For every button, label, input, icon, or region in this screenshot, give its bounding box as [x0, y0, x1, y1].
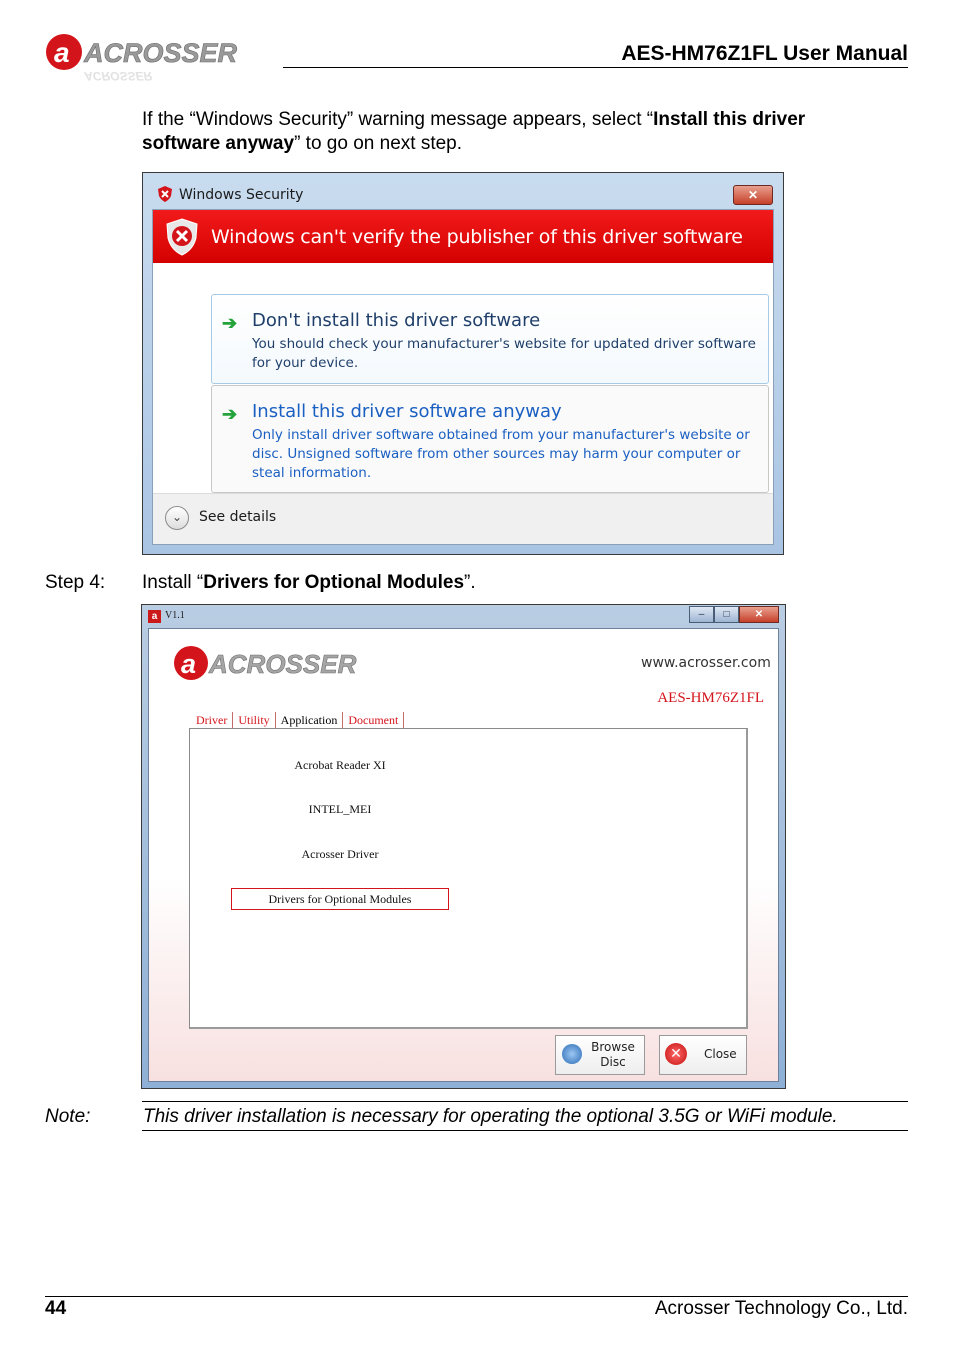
step-label: Step 4:: [45, 572, 106, 593]
driver-list-panel: [189, 728, 748, 1029]
brand-reflection: ACROSSER: [84, 69, 153, 83]
acrosser-logo: [44, 30, 276, 95]
disc-icon: [562, 1044, 582, 1064]
list-item-optional-modules[interactable]: Drivers for Optional Modules: [231, 888, 449, 910]
note-text: This driver installation is necessary for operating the optional 3.5G or WiFi module.: [143, 1106, 838, 1127]
shield-icon: [157, 186, 173, 202]
list-item-acrobat-reader[interactable]: Acrobat Reader XI: [294, 758, 386, 772]
tab-application[interactable]: Application: [276, 712, 344, 730]
tab-document[interactable]: Document: [343, 712, 404, 730]
option-title: Install this driver software anyway: [252, 401, 562, 422]
app-icon: a: [148, 610, 161, 623]
dialog-body: [152, 209, 774, 545]
maximize-icon[interactable]: □: [714, 606, 739, 623]
model-label: AES-HM76Z1FL: [657, 690, 764, 706]
browse-disc-button[interactable]: [555, 1035, 645, 1075]
close-button[interactable]: ✕: [733, 185, 773, 205]
step-text: Install “Drivers for Optional Modules”.: [142, 572, 476, 593]
installer-client: [148, 628, 779, 1082]
install-anyway-option[interactable]: [211, 385, 769, 493]
acrosser-logo: [171, 639, 391, 704]
brand-text: ACROSSER: [84, 38, 238, 68]
list-item-acrosser-driver[interactable]: Acrosser Driver: [301, 847, 379, 861]
note-rule-top: [142, 1101, 908, 1102]
close-icon: ✕: [665, 1043, 687, 1065]
close-button[interactable]: [659, 1035, 747, 1075]
company-name: Acrosser Technology Co., Ltd.: [654, 1298, 908, 1319]
header-rule: [283, 67, 908, 68]
list-item-intel-mei[interactable]: INTEL_MEI: [308, 802, 372, 816]
tab-driver[interactable]: Driver: [191, 712, 233, 730]
arrow-right-icon: ➔: [222, 404, 238, 424]
window-title: V1.1: [165, 610, 185, 621]
banner-text: Windows can't verify the publisher of this driver software: [211, 226, 743, 248]
chevron-down-icon[interactable]: ⌄: [165, 506, 189, 530]
intro-paragraph: If the “Windows Security” warning message appears, select “Install this driver software anyway” to go on next step.: [142, 109, 806, 154]
footer-rule: [45, 1296, 908, 1297]
option-description: Only install driver software obtained from your manufacturer's website or disc. Unsigned software from other sources may harm your computer or steal information.: [252, 427, 750, 481]
tab-utility[interactable]: Utility: [233, 712, 275, 730]
warning-shield-icon: [165, 218, 199, 256]
details-bar: [153, 493, 773, 544]
page-number: 44: [45, 1298, 67, 1319]
brand-text: ACROSSER: [209, 649, 357, 679]
dialog-title: Windows Security: [179, 187, 304, 203]
windows-security-dialog: [142, 172, 784, 555]
see-details-link[interactable]: See details: [199, 509, 277, 525]
browse-label: Browse Disc: [591, 1040, 635, 1069]
title-bar: [143, 173, 783, 207]
window-controls: [689, 606, 779, 623]
arrow-right-icon: ➔: [222, 313, 238, 333]
note-rule-bottom: [142, 1130, 908, 1131]
minimize-icon[interactable]: –: [689, 606, 714, 623]
svg-text:a: a: [54, 37, 70, 68]
warning-banner: [153, 210, 773, 263]
close-label: Close: [704, 1047, 737, 1061]
close-icon[interactable]: ✕: [739, 606, 779, 623]
note-label: Note:: [45, 1106, 91, 1127]
manual-title: AES-HM76Z1FL User Manual: [621, 42, 908, 65]
website-label: www.acrosser.com: [641, 655, 771, 671]
option-title: Don't install this driver software: [252, 310, 541, 331]
svg-text:a: a: [181, 649, 197, 679]
installer-window: [141, 604, 786, 1089]
dont-install-option[interactable]: [211, 294, 769, 384]
option-description: You should check your manufacturer's website for updated driver software for your device.: [252, 336, 756, 371]
